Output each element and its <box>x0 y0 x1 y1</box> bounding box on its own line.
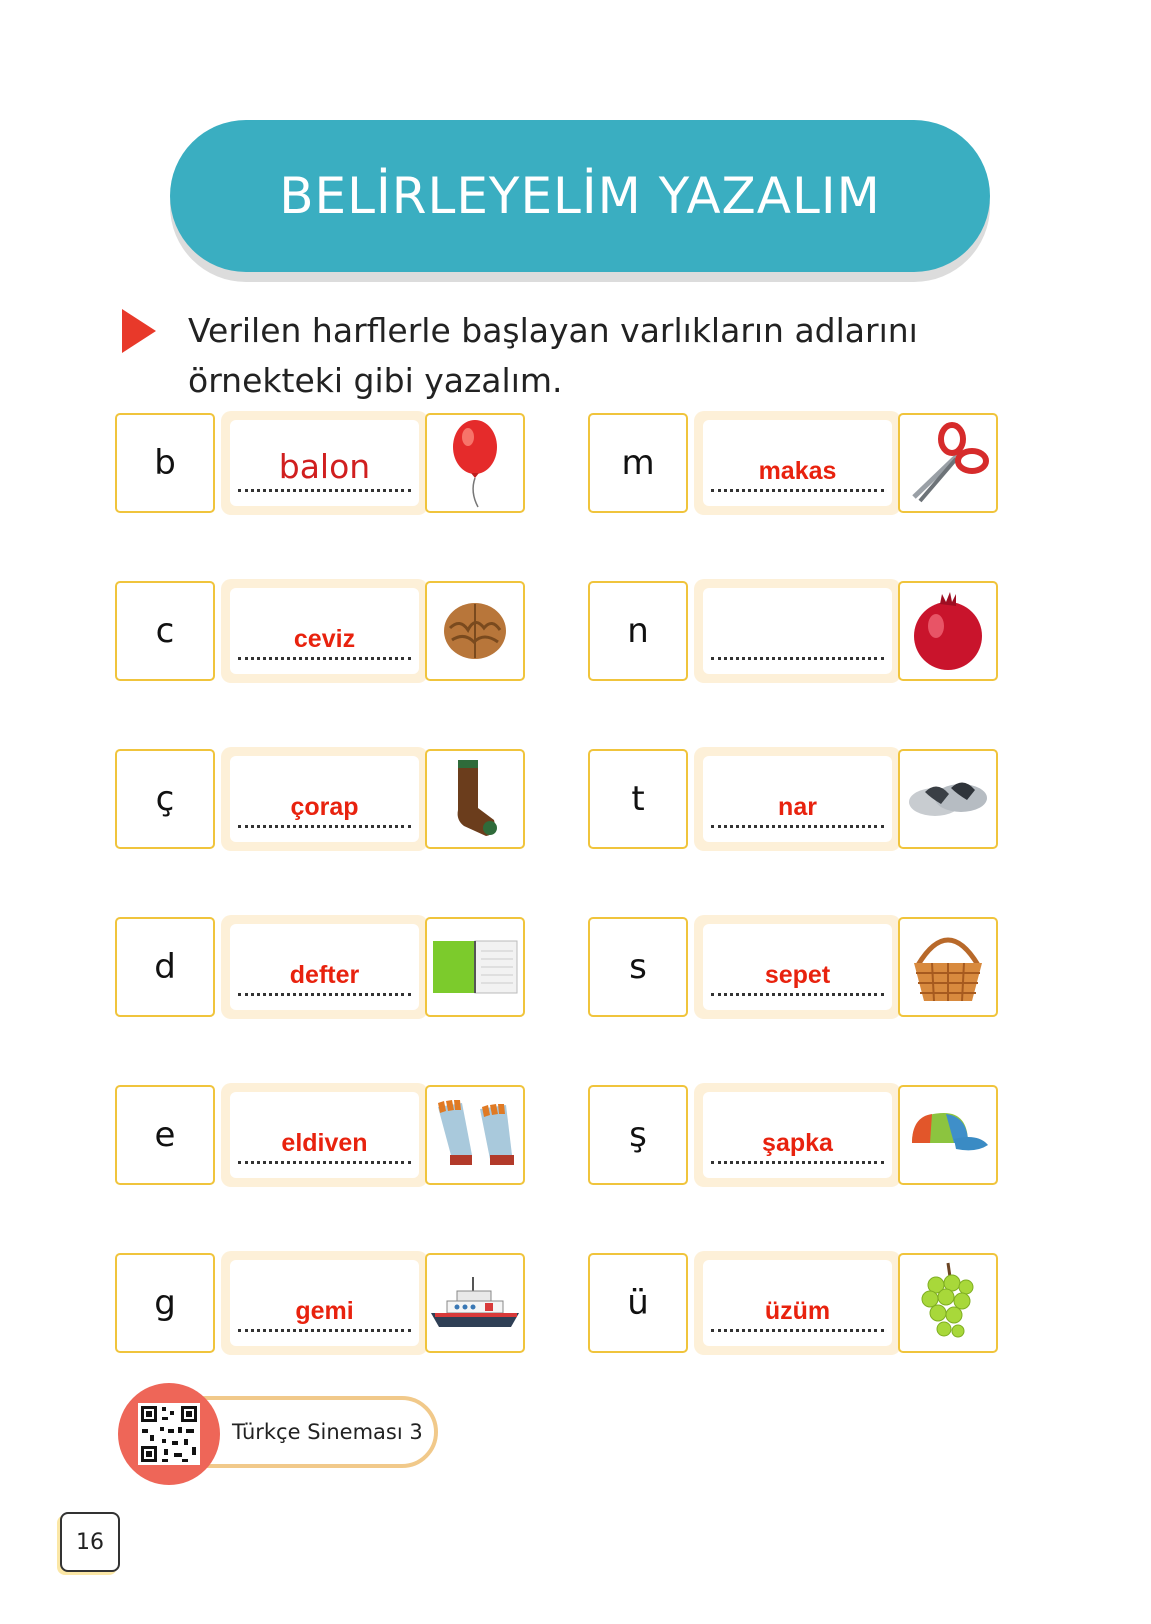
letter-box: n <box>588 581 688 681</box>
answer-text: çorap <box>290 793 359 821</box>
answer-text: eldiven <box>281 1129 368 1157</box>
gloves-icon <box>425 1085 525 1185</box>
page-number: 16 <box>60 1512 120 1572</box>
letter-box: b <box>115 413 215 513</box>
letter-box: ş <box>588 1085 688 1185</box>
answer-box <box>694 1251 901 1355</box>
answer-box <box>221 747 428 851</box>
dotted-line <box>238 489 411 492</box>
title-banner <box>170 120 990 272</box>
letter-box: e <box>115 1085 215 1185</box>
letter-box: g <box>115 1253 215 1353</box>
page-title: BELİRLEYELİM YAZALIM <box>279 167 881 225</box>
walnut-icon <box>425 581 525 681</box>
qr-code-icon <box>138 1403 200 1465</box>
dotted-line <box>238 657 411 660</box>
footer-text: Türkçe Sineması 3 <box>232 1420 423 1444</box>
play-arrow-icon <box>122 309 156 353</box>
cap-icon <box>898 1085 998 1185</box>
dotted-line <box>711 657 884 660</box>
answer-text: şapka <box>762 1129 833 1157</box>
notebook-icon <box>425 917 525 1017</box>
dotted-line <box>711 489 884 492</box>
answer-text: gemi <box>295 1297 354 1325</box>
scissors-icon <box>898 413 998 513</box>
sock-icon <box>425 749 525 849</box>
answer-text: makas <box>758 457 837 485</box>
dotted-line <box>238 993 411 996</box>
pomegranate-icon <box>898 581 998 681</box>
answer-text: nar <box>778 793 817 821</box>
answer-box <box>221 915 428 1019</box>
ship-icon <box>425 1253 525 1353</box>
letter-box: d <box>115 917 215 1017</box>
letter-box: m <box>588 413 688 513</box>
answer-box <box>694 1083 901 1187</box>
answer-box <box>694 747 901 851</box>
answer-box <box>221 1083 428 1187</box>
answer-box <box>694 411 901 515</box>
letter-box: ç <box>115 749 215 849</box>
letter-box: t <box>588 749 688 849</box>
balloon-icon <box>425 413 525 513</box>
answer-box <box>694 915 901 1019</box>
dotted-line <box>711 1161 884 1164</box>
answer-text: balon <box>278 447 371 486</box>
grapes-icon <box>898 1253 998 1353</box>
letter-box: ü <box>588 1253 688 1353</box>
answer-text: sepet <box>764 961 831 989</box>
dotted-line <box>238 825 411 828</box>
slippers-icon <box>898 749 998 849</box>
dotted-line <box>238 1161 411 1164</box>
letter-box: s <box>588 917 688 1017</box>
answer-text: ceviz <box>293 625 356 653</box>
answer-box <box>221 579 428 683</box>
instruction-text: Verilen harflerle başlayan varlıkların adlarını örnekteki gibi yazalım. <box>188 311 918 400</box>
dotted-line <box>238 1329 411 1332</box>
dotted-line <box>711 993 884 996</box>
dotted-line <box>711 1329 884 1332</box>
basket-icon <box>898 917 998 1017</box>
answer-text: defter <box>289 961 360 989</box>
answer-box <box>694 579 901 683</box>
dotted-line <box>711 825 884 828</box>
qr-code-badge[interactable] <box>118 1383 220 1485</box>
answer-box <box>221 1251 428 1355</box>
answer-text: üzüm <box>764 1297 831 1325</box>
answer-box <box>221 411 428 515</box>
letter-box: c <box>115 581 215 681</box>
